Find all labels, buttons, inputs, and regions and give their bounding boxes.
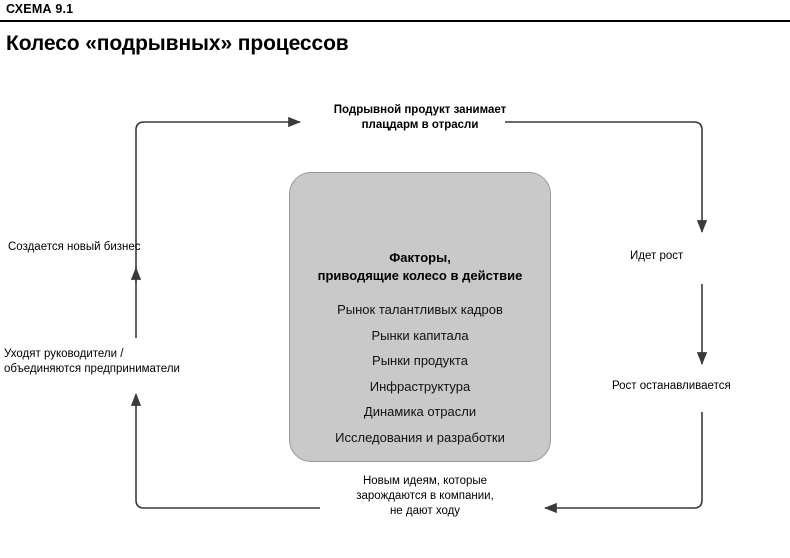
drivers-title [290, 249, 550, 285]
drivers-content [290, 249, 550, 450]
node-growth-stops: Рост останавливается [612, 380, 731, 392]
node-leaders-leave-line2: объединяются предприниматели [4, 363, 180, 375]
node-new-ideas-blocked [320, 474, 530, 519]
drivers-item: Рынки продукта [372, 353, 468, 368]
figure-label: СХЕМА 9.1 [6, 2, 74, 16]
drivers-item: Исследования и разработки [335, 429, 505, 445]
drivers-item: Рынок талантливых кадров [337, 302, 503, 317]
wheel-diagram [0, 72, 790, 558]
drivers-item: Инфраструктура [369, 378, 471, 394]
drivers-title-line1: Факторы, [389, 250, 451, 265]
node-growth: Идет рост [630, 250, 684, 262]
node-leaders-leave [4, 347, 232, 377]
node-disruptive-product [300, 103, 540, 133]
drivers-item: Рынки капитала [371, 327, 469, 343]
header-divider [0, 20, 790, 22]
drivers-box [289, 172, 551, 462]
drivers-title-line2: приводящие колесо в действие [317, 268, 523, 283]
node-new-ideas-blocked-line3: не дают ходу [389, 505, 461, 517]
node-disruptive-product-line2: плацдарм в отрасли [361, 119, 479, 131]
page-title: Колесо «подрывных» процессов [6, 32, 349, 55]
node-new-ideas-blocked-line2: зарождаются в компании, [356, 490, 494, 502]
node-new-business: Создается новый бизнес [8, 241, 141, 253]
node-new-ideas-blocked-line1: Новым идеям, которые [362, 475, 488, 487]
node-leaders-leave-line1: Уходят руководители / [4, 348, 124, 360]
drivers-item: Динамика отрасли [363, 404, 477, 419]
node-disruptive-product-line1: Подрывной продукт занимает [333, 104, 507, 116]
